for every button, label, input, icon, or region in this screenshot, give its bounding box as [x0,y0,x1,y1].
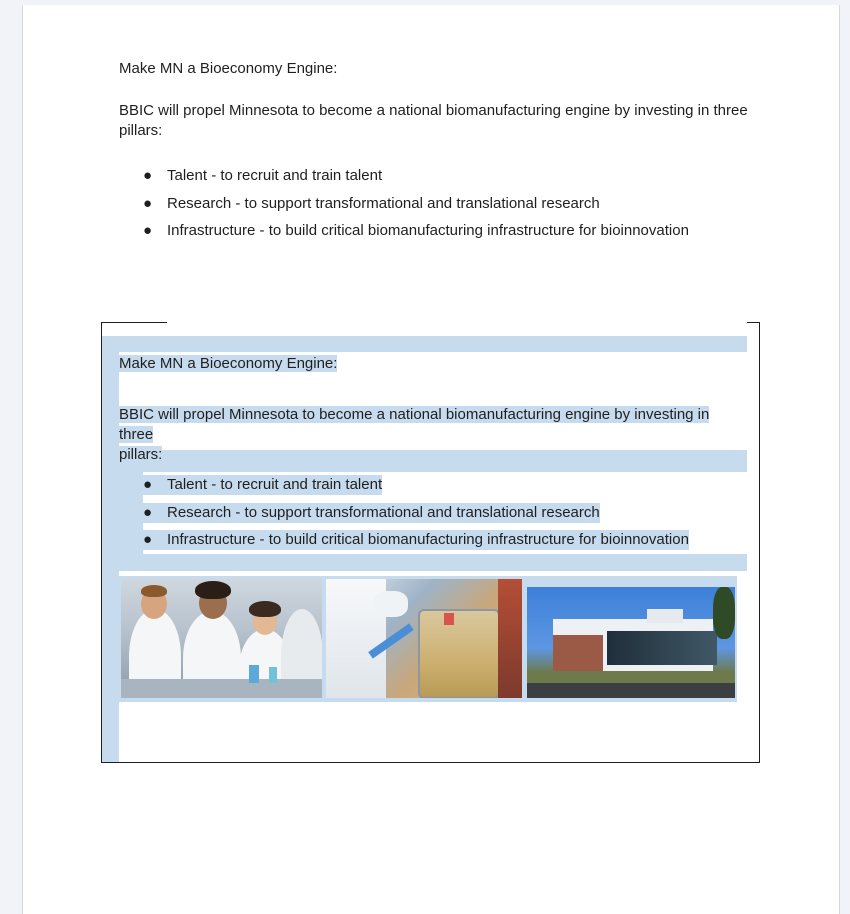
list-item [119,221,689,249]
selection-margin-right [747,336,759,762]
selection-indent [119,472,143,554]
selected-heading[interactable]: Make MN a Bioeconomy Engine: [119,355,338,372]
bioreactor-photo[interactable] [326,579,522,698]
pillar-talent: Talent - to recruit and train talent [167,167,383,184]
image-strip[interactable] [119,576,737,702]
modern-building-photo[interactable] [527,587,735,698]
intro-paragraph: BBIC will propel Minnesota to become a national biomanufacturing engine by investing in three pillars: [119,102,748,139]
list-item: ● Talent - to recruit and train talent [143,476,383,493]
selection-margin-left [102,336,119,762]
list-item [119,194,689,222]
bullet-icon: ● [143,167,153,184]
selection-band-top [119,336,747,352]
selected-pillar-list[interactable] [143,475,689,558]
selected-paragraph[interactable]: BBIC will propel Minnesota to become a national biomanufacturing engine by investing in three pillars: [119,406,710,463]
pillar-infrastructure: Infrastructure - to build critical biomanufacturing infrastructure for bioinnovation [167,222,689,239]
list-item: ● Infrastructure - to build critical biomanufacturing infrastructure for bioinnovation [143,531,689,548]
list-item [119,166,689,194]
frame-gap [167,321,747,324]
pillar-list [119,166,689,249]
students-in-lab-photo[interactable] [121,579,322,698]
bullet-icon: ● [143,222,153,239]
bullet-icon: ● [143,503,153,521]
bullet-icon: ● [143,476,153,493]
pillar-research: Research - to support transformational and translational research [167,194,600,212]
bullet-icon: ● [143,531,153,548]
heading: Make MN a Bioeconomy Engine: [119,60,338,77]
bullet-icon: ● [143,194,153,212]
list-item: ● Research - to support transformational and translational research [143,503,600,521]
